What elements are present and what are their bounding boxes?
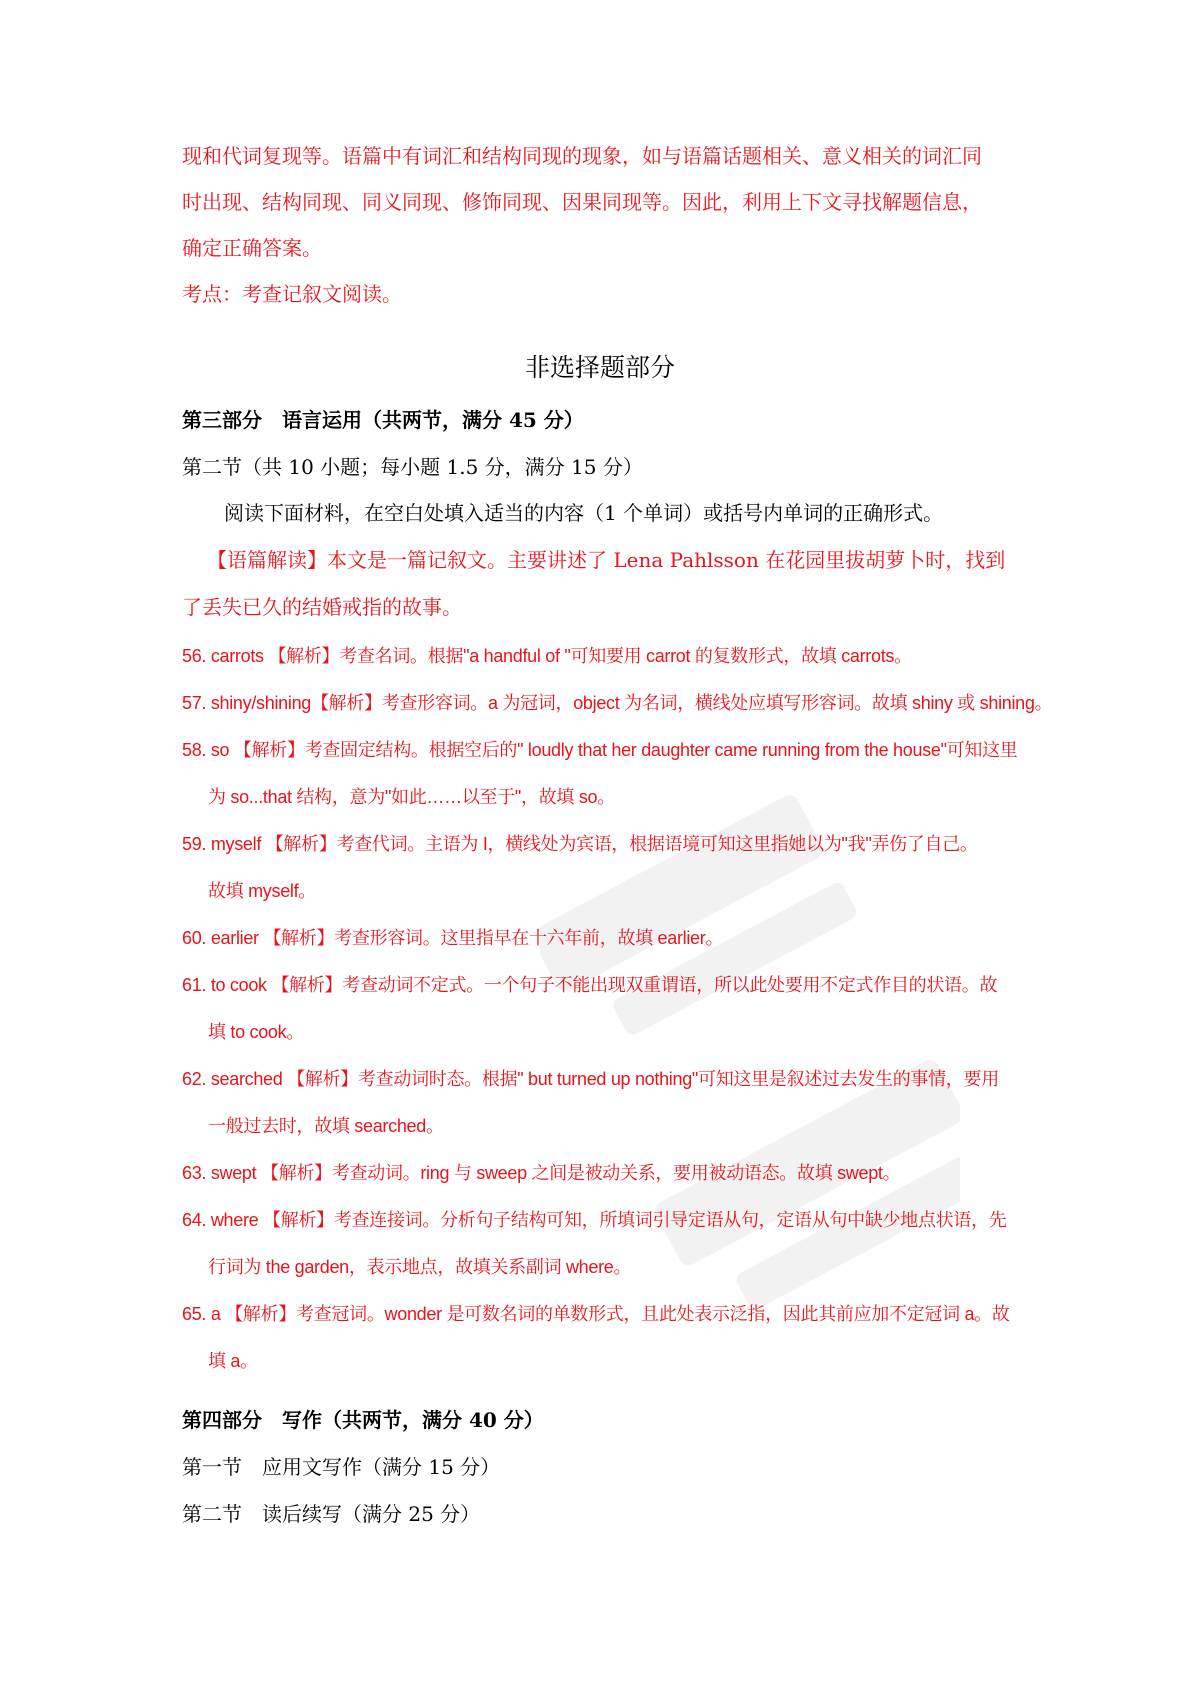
answer-59-cont: 故填 myself。 [208, 881, 317, 901]
answer-64-cont: 行词为 the garden，表示地点，故填关系副词 where。 [208, 1257, 632, 1277]
answer-57: 57. shiny/shining【解析】考查形容词。a 为冠词，object 为名词，横线处应填写形容词。故填 shiny 或 shining。 [182, 693, 1053, 713]
answer-58-cont: 为 so...that 结构，意为"如此……以至于"，故填 so。 [208, 787, 615, 807]
answer-56: 56. carrots 【解析】考查名词。根据"a handful of "可知要用 carrot 的复数形式，故填 carrots。 [182, 646, 912, 666]
part3-subsection: 第二节（共 10 小题；每小题 1.5 分，满分 15 分） [182, 455, 643, 479]
answer-64: 64. where 【解析】考查连接词。分析句子结构可知，所填词引导定语从句，定语从句中缺少地点状语，先 [182, 1210, 1007, 1230]
intro-line-1: 现和代词复现等。语篇中有词汇和结构同现的现象，如与语篇话题相关、意义相关的词汇同 [182, 144, 982, 168]
part4-heading: 第四部分 写作（共两节，满分 40 分） [182, 1408, 544, 1432]
intro-line-2: 时出现、结构同现、同义同现、修饰同现、因果同现等。因此，利用上下文寻找解题信息， [182, 190, 982, 214]
part4-section-1: 第一节 应用文写作（满分 15 分） [182, 1455, 501, 1479]
part4-section-2: 第二节 读后续写（满分 25 分） [182, 1502, 481, 1526]
answer-63: 63. swept 【解析】考查动词。ring 与 sweep 之间是被动关系，要用被动语态。故填 swept。 [182, 1163, 901, 1183]
answer-59: 59. myself 【解析】考查代词。主语为 I，横线处为宾语，根据语境可知这里指她以为"我"弄伤了自己。 [182, 834, 978, 854]
part3-heading: 第三部分 语言运用（共两节，满分 45 分） [182, 408, 584, 432]
part3-instruction: 阅读下面材料，在空白处填入适当的内容（1 个单词）或括号内单词的正确形式。 [224, 501, 944, 525]
answer-60: 60. earlier 【解析】考查形容词。这里指早在十六年前，故填 earlier。 [182, 928, 724, 948]
intro-line-3: 确定正确答案。 [182, 236, 322, 260]
passage-analysis-line-2: 了丢失已久的结婚戒指的故事。 [182, 595, 462, 619]
section-title: 非选择题部分 [524, 353, 675, 382]
kaodian-line: 考点：考查记叙文阅读。 [182, 282, 402, 306]
answer-65: 65. a 【解析】考查冠词。wonder 是可数名词的单数形式，且此处表示泛指，因此其前应加不定冠词 a。故 [182, 1304, 1010, 1324]
answer-65-cont: 填 a。 [208, 1351, 258, 1371]
answer-62-cont: 一般过去时，故填 searched。 [208, 1116, 444, 1136]
answer-61-cont: 填 to cook。 [208, 1022, 305, 1042]
passage-analysis-line-1: 【语篇解读】本文是一篇记叙文。主要讲述了 Lena Pahlsson 在花园里拔胡萝卜时，找到 [207, 548, 1006, 572]
answer-58: 58. so 【解析】考查固定结构。根据空后的" loudly that her daughter came running from the house"可知这里 [182, 740, 1018, 760]
answer-62: 62. searched 【解析】考查动词时态。根据" but turned up nothing"可知这里是叙述过去发生的事情，要用 [182, 1069, 999, 1089]
answer-61: 61. to cook 【解析】考查动词不定式。一个句子不能出现双重谓语，所以此处要用不定式作目的状语。故 [182, 975, 998, 995]
